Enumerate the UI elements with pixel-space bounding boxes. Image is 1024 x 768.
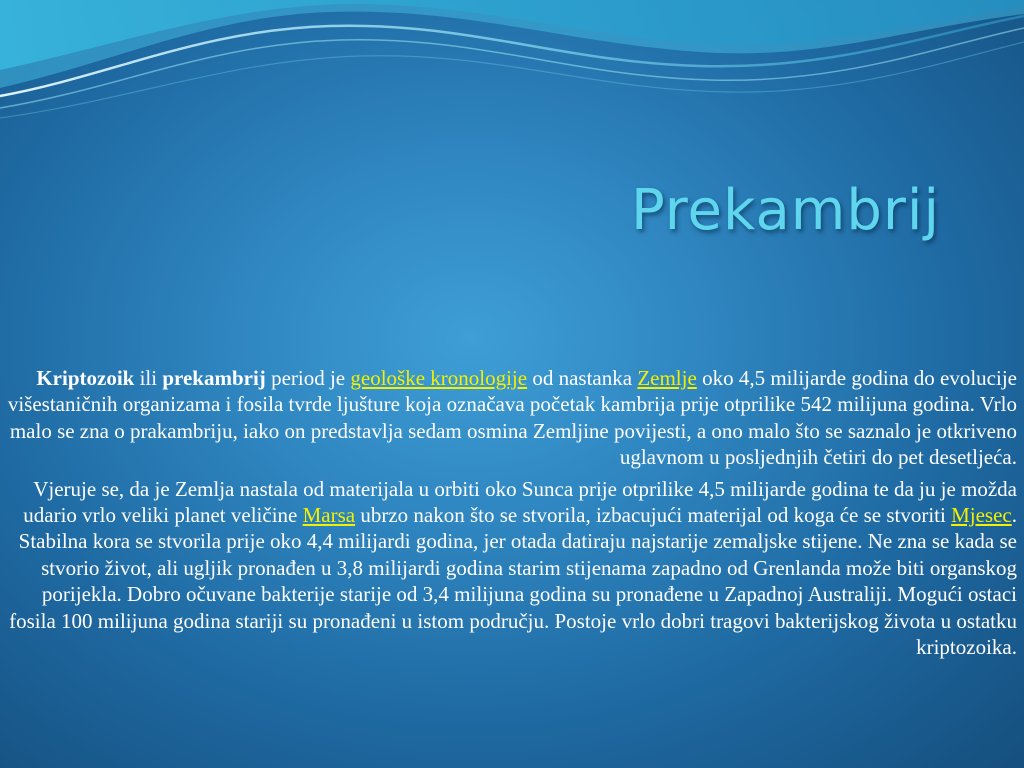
- decorative-waves: [0, 0, 1024, 130]
- paragraph-intro: [0, 365, 1017, 471]
- text-fragment: oko 4,5 milijarde godina do evolucije višestaničnih organizama i fosila tvrde ljušture koja označava početak kambrija prije otprilike 542 milijuna godina. Vrlo malo se zna o prakambriju, iako on predstavlja sedam osmina Zemljine povijesti, a ono malo što se saznalo je otkriveno uglavnom u posljednjih četiri do pet desetljeća.: [7, 366, 1017, 470]
- link-marsa[interactable]: Marsa: [302, 503, 356, 528]
- text-fragment: Vjeruje se, da je Zemlja nastala od materijala u orbiti oko Sunca prije otprilike 4,5 milijarde godina te da ju je možda udario vrlo veliki planet veličine: [23, 476, 1017, 528]
- text-fragment: ili: [134, 366, 163, 390]
- paragraph-origin: [0, 476, 1017, 661]
- text-fragment: period je: [265, 366, 351, 390]
- term-kriptozoik: Kriptozoik: [36, 366, 135, 390]
- term-prekambrij: prekambrij: [162, 366, 266, 390]
- text-fragment: . Stabilna kora se stvorila prije oko 4,4 milijardi godina, jer otada datiraju najstarije zemaljske stijene. Ne zna se kada se stvorio život, ali ugljik pronađen u 3,8 milijardi godina starim stijenama zapadno od Grenlanda može biti organskog porijekla. Dobro očuvane bakterije starije od 3,4 milijuna godina su pronađene u Zapadnoj Australiji. Mogući ostaci fosila 100 milijuna godina stariji su pronađeni u istom području. Postoje vrlo dobri tragovi bakterijskog života u ostatku kriptozoika.: [9, 503, 1017, 660]
- slide-content: [0, 365, 1017, 665]
- slide-title: Prekambrij: [630, 178, 940, 243]
- link-geoloske-kronologije[interactable]: geološke kronologije: [350, 366, 528, 390]
- link-zemlje[interactable]: Zemlje: [637, 366, 697, 390]
- text-fragment: od nastanka: [527, 366, 638, 390]
- link-mjesec[interactable]: Mjesec: [951, 503, 1012, 528]
- text-fragment: ubrzo nakon što se stvorila, izbacujući materijal od koga će se stvoriti: [355, 503, 952, 528]
